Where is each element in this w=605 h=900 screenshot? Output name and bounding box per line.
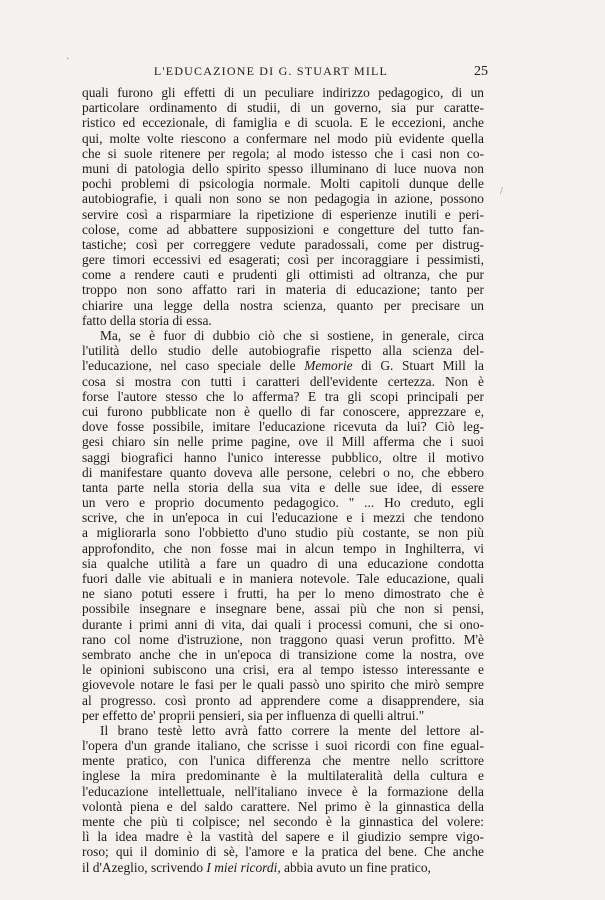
text-line: [82, 860, 484, 875]
running-head: L'EDUCAZIONE DI G. STUART MILL: [153, 64, 389, 78]
text-line: ne siano potuti essere i frutti, ha per lo meno dimostrato che è: [82, 586, 484, 602]
text-line: l'educazione intellettuale, nell'italiano invece è la formazione della: [82, 783, 484, 799]
text-line: giovevole notare le fasi per le quali passò uno spirito che mirò sempre: [82, 677, 484, 693]
body-text: [82, 85, 484, 875]
text-line: l'utilità dello studio delle autobiografie rispetto alla scienza del-: [82, 343, 484, 359]
text-segment: il d'Azeglio, scrivendo: [82, 859, 204, 875]
text-line: qui, molte volte riescono a confermare nel modo più evidente quella: [82, 130, 484, 146]
text-line: l'opera d'un grande italiano, che scrisse i suoi ricordi con fine egual-: [82, 738, 484, 754]
text-line: gesi chiaro sin nelle prime pagine, ove il Mill afferma che i suoi: [82, 434, 484, 450]
text-line: mente che più ti colpisce; nel secondo è la ginnastica del volere:: [82, 814, 484, 829]
text-line: troppo non sono affatto rari in materia di educazione; tanto per: [82, 282, 484, 298]
text-line: lì la idea madre è la vastità del sapere e il giudizio sempre vigo-: [82, 829, 484, 845]
text-line: per effetto de' proprii pensieri, sia per influenza di quelli altrui.": [82, 707, 425, 723]
text-line: inglese la mira predominante è la multilateralità della cultura e: [82, 768, 484, 784]
text-line: rano col nome d'istruzione, non traggono quasi verun profitto. M'è: [82, 631, 484, 647]
text-segment: l'educazione, nel caso speciale delle: [82, 358, 296, 374]
text-line: Ma, se è fuor di dubbio ciò che si sostiene, in generale, circa: [100, 328, 484, 343]
text-line: fuori dalle vie abituali e in maniera notevole. Tale educazione, quali: [82, 571, 484, 586]
text-line: muni di patologia dello spirito spesso illuminano di luce nuova non: [82, 160, 484, 176]
italic-title: Memorie: [304, 358, 353, 374]
text-line: dove fosse possibile, imitare l'educazione ricevuta da lui? Ciò leg-: [82, 419, 484, 435]
text-line: a migliorarla sono l'obbietto d'uno studio più costante, se non più: [82, 525, 484, 541]
text-line: le opinioni subiscono una crisi, era al tempo istesso interessante e: [82, 662, 484, 678]
text-line: che si suole ritenere per regola; al modo istesso che i casi non co-: [82, 145, 484, 161]
text-line: chiarire una legge della nostra scienza, quanto per precisare un: [82, 297, 484, 313]
paragraph-3: [82, 723, 484, 875]
text-line: quali furono gli effetti di un peculiare indirizzo pedagogico, di un: [82, 85, 484, 100]
paragraph-2-rest: [82, 374, 484, 723]
text-line: di manifestare quanto doveva alle persone, celebri o no, che ebbero: [82, 464, 484, 480]
paragraph-1: [82, 85, 484, 328]
text-line: Il brano testè letto avrà fatto correre la mente del lettore al-: [100, 722, 484, 738]
text-line: saggi biografici hanno l'unico interesse pubblico, oltre il motivo: [82, 449, 484, 465]
italic-title: I miei ricordi,: [206, 859, 281, 875]
text-line: roso; qui il dominio di sè, l'amore e la pratica del bene. Che anche: [82, 844, 484, 860]
margin-pencil-mark: /: [500, 186, 503, 197]
margin-speck: ·: [66, 54, 70, 65]
text-line: come a rendere cauti e prudenti gli ottimisti ad oltranza, che pur: [82, 267, 484, 283]
text-line: servire così a risparmiare la ripetizione di esperienze inutili e peri-: [82, 206, 484, 222]
text-line: sembrato anche che in un'epoca di transizione come la nostra, ove: [82, 646, 484, 662]
text-line: un vero e proprio documento pedagogico. " ... Ho creduto, egli: [82, 495, 484, 511]
text-line: mente pratico, con l'unica differenza che mentre nello scrittore: [82, 753, 484, 769]
text-line: autobiografie, i quali non sono se non pedagogia in azione, possono: [82, 191, 484, 207]
text-line: durante i primi anni di vita, dai quali i processi comuni, che si ono-: [82, 616, 484, 632]
text-line: particolare ordinamento di studii, di un governo, sia pur caratte-: [82, 100, 484, 116]
text-line: [82, 358, 484, 373]
text-line: approfondito, che non fosse mai in alcun tempo in Inghilterra, vi: [82, 540, 484, 556]
text-line: sia qualche utilità a fare un quadro di una educazione condotta: [82, 555, 484, 571]
text-segment: di G. Stuart Mill la: [361, 358, 484, 374]
text-line: possibile insegnare e insegnare bene, assai più che non si pensi,: [82, 601, 484, 617]
text-line: cui furono pubblicate non è quello di far conoscere, apprezzare e,: [82, 403, 484, 419]
text-line: pochi problemi di psicologia normale. Molti capitoli dunque delle: [82, 176, 484, 192]
text-line: scrive, che in un'epoca in cui l'educazione e i mezzi che tendono: [82, 510, 484, 526]
text-segment: abbia avuto un fine pratico,: [284, 859, 431, 875]
text-line: colose, come ad abbattere supposizioni e congetture del tutto fan-: [82, 221, 484, 237]
text-line: tastiche; così per correggere vedute paradossali, come per distrug-: [82, 236, 484, 252]
text-line: gere timori eccessivi ed esagerati; così per incoraggiare i pessimisti,: [82, 252, 484, 268]
page-number: 25: [474, 64, 488, 79]
text-line: cosa si mostra con tutti i caratteri dell'evidente certezza. Non è: [82, 373, 484, 389]
text-line: forse l'autore stesso che lo afferma? E tra gli scopi principali per: [82, 388, 484, 404]
text-line: fatto della storia di essa.: [82, 312, 212, 328]
paragraph-3-lines: [82, 723, 484, 860]
text-line: al progresso. così pronto ad apprendere come a disapprendere, sia: [82, 692, 484, 708]
paragraph-2: [82, 328, 484, 723]
text-line: ristico ed eccezionale, di famiglia e di scuola. E le eccezioni, anche: [82, 115, 484, 131]
text-line: tanta parte nella storia della sua vita e delle sue idee, di essere: [82, 479, 484, 495]
page-header: [78, 64, 488, 84]
text-line: volontà piena e del saldo carattere. Nel primo è la ginnastica della: [82, 798, 484, 814]
